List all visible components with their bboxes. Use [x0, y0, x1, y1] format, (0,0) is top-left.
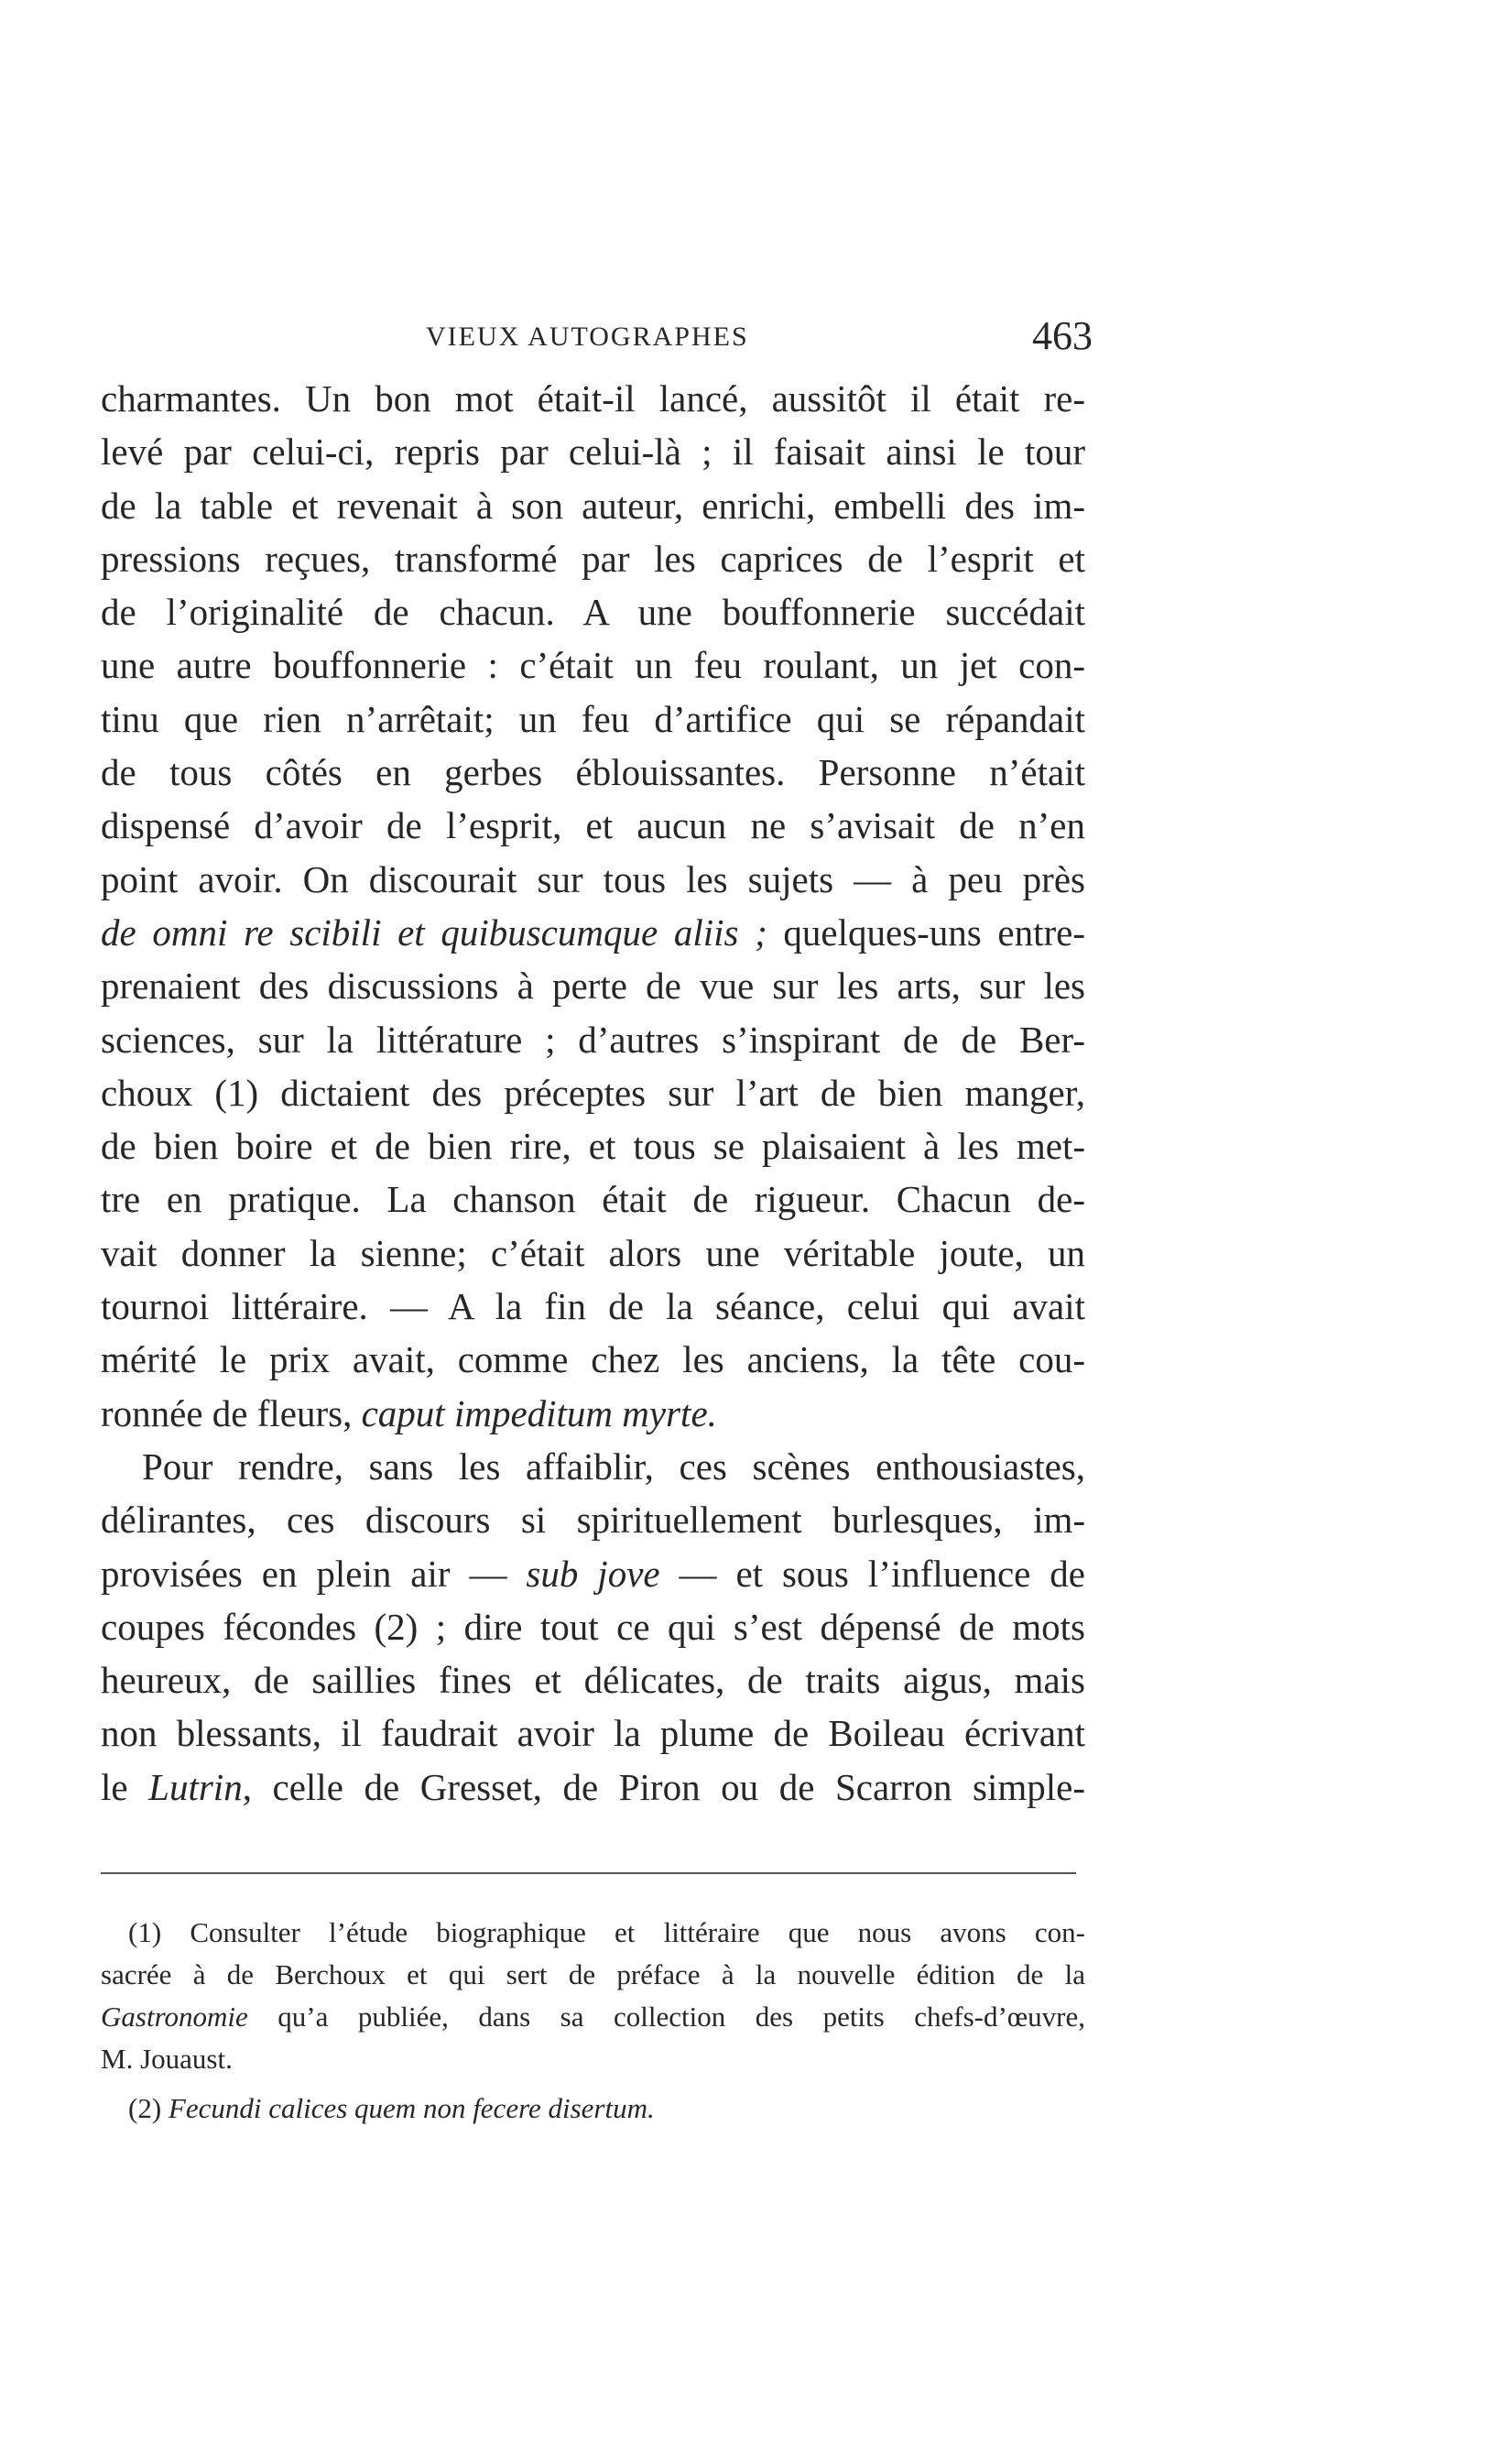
text-line: vait donner la sienne; c’était alors une véritable joute, un [101, 1231, 1085, 1274]
footnotes [101, 1912, 1085, 2130]
text-fragment: provisées en plein air — [101, 1552, 507, 1595]
running-title: VIEUX AUTOGRAPHES [426, 322, 749, 352]
footnote-1-line: M. Jouaust. [101, 2043, 233, 2075]
text-line: tinu que rien n’arrêtait; un feu d’artifice qui se répandait [101, 697, 1085, 740]
text-fragment: , celle de Gresset, de Piron ou de Scarron simple- [242, 1765, 1085, 1808]
text-line: de tous côtés en gerbes éblouissantes. Personne n’était [101, 751, 1085, 794]
text-line: pressions reçues, transformé par les caprices de l’esprit et [101, 537, 1085, 580]
running-head [101, 313, 1093, 369]
paragraph-end-line [101, 1387, 1085, 1440]
text-line-with-latin [101, 906, 1085, 959]
text-fragment: ronnée de fleurs, [101, 1391, 353, 1434]
text-line: de la table et revenait à son auteur, enrichi, embelli des im- [101, 484, 1085, 527]
text-line: tournoi littéraire. — A la fin de la séance, celui qui avait [101, 1285, 1085, 1328]
text-line: prenaient des discussions à perte de vue sur les arts, sur les [101, 965, 1085, 1008]
text-line: non blessants, il faudrait avoir la plume de Boileau écrivant [101, 1712, 1085, 1755]
text-line: délirantes, ces discours si spirituellement burlesques, im- [101, 1499, 1085, 1542]
work-title-lutrin: Lutrin [148, 1765, 243, 1808]
text-line: coupes fécondes (2) ; dire tout ce qui s’est dépensé de mots [101, 1605, 1085, 1648]
work-title-gastronomie: Gastronomie [101, 2001, 248, 2033]
text-fragment: quelques-uns entre- [783, 910, 1085, 954]
footnote-1-line: (1) Consulter l’étude biographique et littéraire que nous avons con- [128, 1916, 1085, 1948]
text-line: Pour rendre, sans les affaiblir, ces scènes enthousiastes, [142, 1445, 1085, 1488]
text-line: de bien boire et de bien rire, et tous se plaisaient à les met- [101, 1125, 1085, 1168]
text-line: charmantes. Un bon mot était-il lancé, aussitôt il était re- [101, 377, 1085, 420]
text-line: levé par celui-ci, repris par celui-là ; il faisait ainsi le tour [101, 431, 1085, 474]
footnote-2 [101, 2088, 1085, 2130]
latin-phrase: de omni re scibili et quibuscumque aliis ; [101, 910, 767, 954]
text-line: point avoir. On discourait sur tous les sujets — à peu près [101, 857, 1085, 900]
latin-caput: caput impeditum myrte. [361, 1391, 717, 1434]
text-line: tre en pratique. La chanson était de rigueur. Chacun de- [101, 1178, 1085, 1221]
footnote-1-line [101, 1996, 1085, 2038]
latin-sub-jove: sub jove [526, 1552, 660, 1595]
text-fragment: — et sous l’influence de [679, 1552, 1085, 1595]
body-text [101, 372, 1085, 1814]
text-line: une autre bouffonnerie : c’était un feu roulant, un jet con- [101, 644, 1085, 687]
text-line: choux (1) dictaient des préceptes sur l’art de bien manger, [101, 1071, 1085, 1114]
footnote-1-line: sacrée à de Berchoux et qui sert de préface à la nouvelle édition de la [101, 1958, 1085, 1990]
text-line: dispensé d’avoir de l’esprit, et aucun ne s’avisait de n’en [101, 804, 1085, 847]
text-line-with-title [101, 1761, 1085, 1814]
footnote-2-marker: (2) [128, 2092, 162, 2124]
text-fragment: le [101, 1765, 128, 1808]
text-line: sciences, sur la littérature ; d’autres s’inspirant de de Ber- [101, 1018, 1085, 1061]
page-number: 463 [1032, 313, 1093, 358]
footnote-2-latin: Fecundi calices quem non fecere disertum. [168, 2092, 655, 2124]
text-line: de l’originalité de chacun. A une bouffonnerie succédait [101, 591, 1085, 634]
text-fragment: qu’a publiée, dans sa collection des petits chefs-d’œuvre, [277, 2001, 1085, 2033]
text-line: heureux, de saillies fines et délicates, de traits aigus, mais [101, 1659, 1085, 1702]
footnote-rule [101, 1872, 1076, 1874]
text-line: mérité le prix avait, comme chez les anciens, la tête cou- [101, 1338, 1085, 1381]
text-line-with-latin [101, 1547, 1085, 1600]
